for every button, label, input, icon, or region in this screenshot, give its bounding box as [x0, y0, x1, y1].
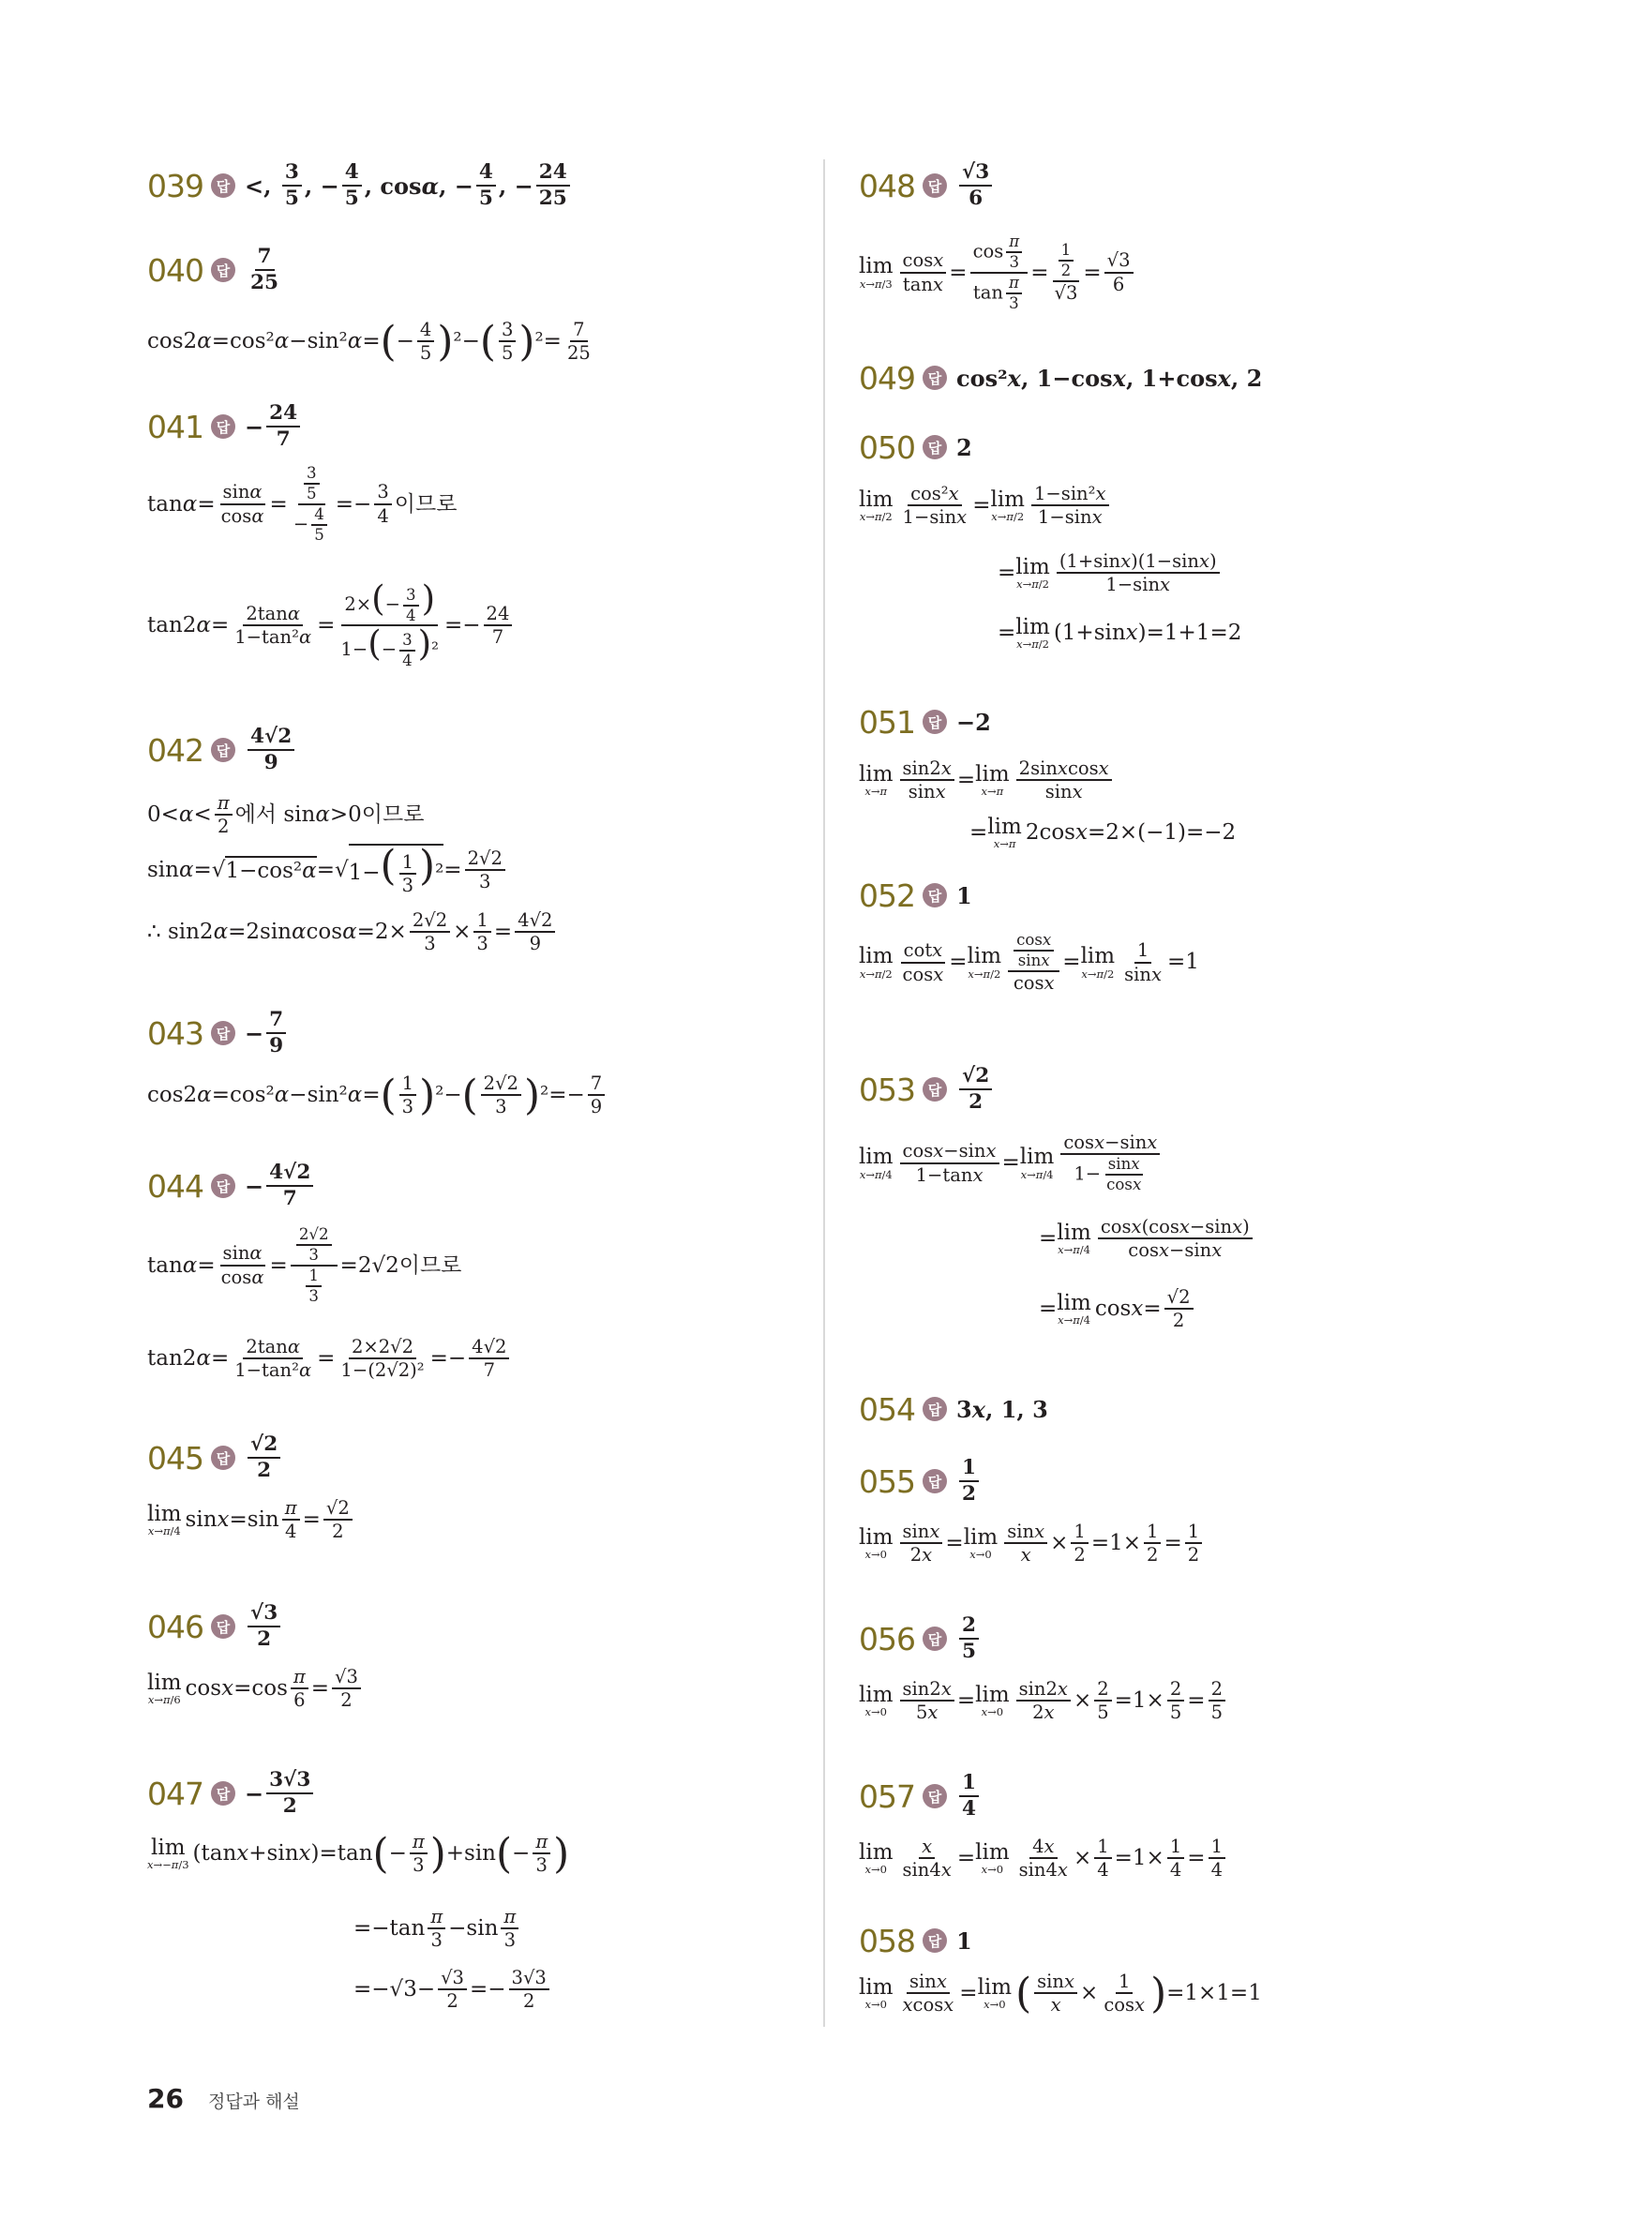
problem-number: 057 [859, 1777, 915, 1815]
answer-badge: 답 [923, 1077, 947, 1102]
problem-number: 047 [147, 1775, 203, 1812]
answer: 2 5 [956, 1613, 982, 1664]
problem-number: 044 [147, 1167, 203, 1205]
problem-042 [147, 722, 553, 955]
answer: 2 [956, 433, 972, 461]
answer: 1 [956, 1927, 972, 1955]
problem-049 [859, 350, 1262, 406]
answer-badge: 답 [211, 1021, 235, 1045]
work-line: tan α = sinα cosα = $\frac{2√2}{3}$ $\frac{1}{3}$ =2√2이므로 [147, 1225, 462, 1305]
work-line: sin α =√ 1−cos²α =√ 1−( $\frac{1}{3}$ )² = 2√2 3 [147, 844, 508, 896]
answer-badge: 답 [923, 1397, 947, 1421]
answer: − 24 7 [245, 401, 303, 452]
answer: 1 [956, 881, 972, 909]
answer: − 4√2 7 [245, 1161, 316, 1211]
problem-number: 055 [859, 1462, 915, 1500]
answer-badge: 답 [211, 173, 235, 198]
problem-number: 056 [859, 1620, 915, 1657]
work-line: lim x→π/6 cos x =cos π 6 = √3 2 [147, 1666, 364, 1712]
work-line: tan2 α = 2tanα 1−tan²α = 2×2√2 1−(2√2)² =− 4√2 7 [147, 1336, 512, 1382]
problem-058 [859, 1912, 1262, 2017]
answer: 4√2 9 [245, 725, 297, 775]
answer-badge: 답 [923, 173, 947, 198]
problem-055 [859, 1453, 1200, 1567]
problem-number: 039 [147, 167, 203, 204]
problem-048 [859, 157, 1131, 312]
answer: √2 2 [956, 1064, 995, 1115]
work-line: =−√3− √3 2 =− 3√3 2 [353, 1967, 552, 2013]
work-line: 0< α < π 2 에서 sin α >0이므로 [147, 792, 425, 838]
answer-badge: 답 [211, 1446, 235, 1470]
column-divider [823, 159, 825, 2027]
problem-number: 051 [859, 703, 915, 741]
problem-number: 058 [859, 1922, 915, 1959]
work-line: lim x→−π/3 (tan x +sin x )=tan ( − π 3 ) +sin ( − π 3 ) [147, 1829, 570, 1878]
problem-056 [859, 1611, 1223, 1724]
answer-badge: 답 [211, 1614, 235, 1639]
work-line: = lim x→π/2 (1+sin x )=1+1=2 [998, 615, 1242, 652]
work-line: lim x→π/3 cosx tanx = cos $\frac{\pi}{3}$ tan $\frac{\pi}{3}$ = $\frac{1}{2}$ √3 = √3 6 [859, 232, 1136, 313]
answer: <, 3 5 , − 4 5 , cos α , − 4 5 , − 24 25 [245, 160, 573, 211]
answer: cos² x , 1−cos x , 1+cos x , 2 [956, 364, 1263, 392]
work-line: = lim x→π/4 cos x = √2 2 [1039, 1286, 1196, 1332]
problem-054 [859, 1381, 1048, 1437]
problem-047 [147, 1765, 570, 2013]
work-line: lim x→π/4 sin x =sin π 4 = √2 2 [147, 1497, 355, 1543]
problem-052 [859, 867, 1199, 994]
problem-number: 040 [147, 251, 203, 289]
section-title: 정답과 해설 [207, 2092, 300, 2112]
answer: 1 4 [956, 1771, 982, 1822]
work-line: tan α = sinα cosα = $\frac{3}{5}$ − $\frac{4}{5}$ =− 3 4 이므로 [147, 464, 458, 544]
answer-badge: 답 [923, 1928, 947, 1953]
problem-041 [147, 398, 510, 669]
problem-044 [147, 1158, 507, 1382]
problem-045 [147, 1430, 350, 1543]
work-line: = lim x→π 2cos x =2×(−1)=−2 [969, 815, 1237, 851]
answer: 1 2 [956, 1456, 982, 1507]
answer-badge: 답 [211, 1781, 235, 1806]
work-line: lim x→π/2 cotx cosx = lim x→π/2 $\frac{\cos x}{\sin x}$ cosx = lim x→π/2 1 sinx =1 [859, 931, 1199, 994]
work-line: cos2 α =cos² α −sin² α = ( 1 3 ) ²− ( 2√2 3 ) ²=− 7 9 [147, 1072, 608, 1118]
problem-number: 042 [147, 731, 203, 769]
answer-badge: 답 [211, 414, 235, 439]
answer-badge: 답 [923, 1469, 947, 1493]
answer: √3 6 [956, 160, 995, 211]
work-line: tan2 α = 2tanα 1−tan²α = 2×(− $\frac{3}{4}$ ) 1−(− $\frac{3}{4}$ )² =− 24 7 [147, 581, 515, 670]
work-line: = lim x→π/4 cosx(cosx−sinx) cosx−sinx [1039, 1216, 1255, 1262]
work-line: =−tan π 3 −sin π 3 [353, 1906, 521, 1952]
answer: − 7 9 [245, 1008, 289, 1058]
problem-number: 053 [859, 1071, 915, 1108]
problem-number: 052 [859, 877, 915, 914]
work-line: lim x→π/2 cos²x 1−sinx = lim x→π/2 1−sin²x 1−sinx [859, 483, 1112, 529]
problem-040 [147, 242, 591, 366]
answer: √2 2 [245, 1432, 283, 1483]
problem-051 [859, 694, 1237, 851]
problem-number: 054 [859, 1390, 915, 1428]
answer: 3 x , 1, 3 [956, 1395, 1048, 1423]
problem-number: 045 [147, 1439, 203, 1477]
answer: − 3√3 2 [245, 1768, 316, 1819]
problem-number: 048 [859, 167, 915, 204]
problem-039 [147, 157, 573, 214]
page-footer [147, 2083, 300, 2114]
answer-badge: 답 [923, 710, 947, 734]
problem-043 [147, 1005, 603, 1119]
answer-badge: 답 [923, 883, 947, 907]
work-line: lim x→0 sinx xcosx = lim x→0 ( sinx x × 1 cosx ) =1×1=1 [859, 1969, 1262, 2017]
work-line: lim x→0 sin2x 5x = lim x→0 sin2x 2x × 2 5 =1× 2 5 = 2 5 [859, 1678, 1228, 1724]
problem-053 [859, 1061, 1250, 1332]
work-line: cos2 α =cos² α −sin² α = ( − 4 5 ) ²− ( 3 5 ) ²= 7 25 [147, 317, 591, 366]
problem-number: 043 [147, 1014, 203, 1052]
work-line: lim x→0 x sin4x = lim x→0 4x sin4x × 1 4 =1× 1 4 = 1 4 [859, 1836, 1228, 1882]
answer: √3 2 [245, 1601, 283, 1652]
answer-badge: 답 [211, 258, 235, 282]
work-line: lim x→π/4 cosx−sinx 1−tanx = lim x→π/4 cosx−sinx 1− $\frac{\sin x}{\cos x}$ [859, 1132, 1163, 1194]
problem-050 [859, 419, 1242, 652]
answer-badge: 답 [211, 1174, 235, 1198]
work-line: lim x→π sin2x sinx = lim x→π 2sinxcosx sinx [859, 757, 1115, 803]
work-line: = lim x→π/2 (1+sinx)(1−sinx) 1−sinx [998, 550, 1223, 596]
page-number: 26 [147, 2083, 184, 2114]
answer-badge: 답 [923, 435, 947, 459]
answer: 7 25 [250, 245, 279, 294]
problem-number: 046 [147, 1608, 203, 1645]
work-line: ∴ sin2 α =2sin α cos α =2× 2√2 3 × 1 3 = 4√2 9 [147, 909, 558, 955]
answer-badge: 답 [923, 366, 947, 390]
answer-badge: 답 [211, 738, 235, 762]
problem-number: 050 [859, 428, 915, 466]
answer-badge: 답 [923, 1784, 947, 1808]
problem-number: 049 [859, 359, 915, 397]
problem-number: 041 [147, 408, 203, 445]
problem-046 [147, 1598, 358, 1712]
work-line: lim x→0 sinx 2x = lim x→0 sinx x × 1 2 =1× 1 2 = 1 2 [859, 1521, 1205, 1567]
problem-057 [859, 1768, 1223, 1882]
answer: −2 [956, 708, 991, 736]
answer-badge: 답 [923, 1627, 947, 1651]
